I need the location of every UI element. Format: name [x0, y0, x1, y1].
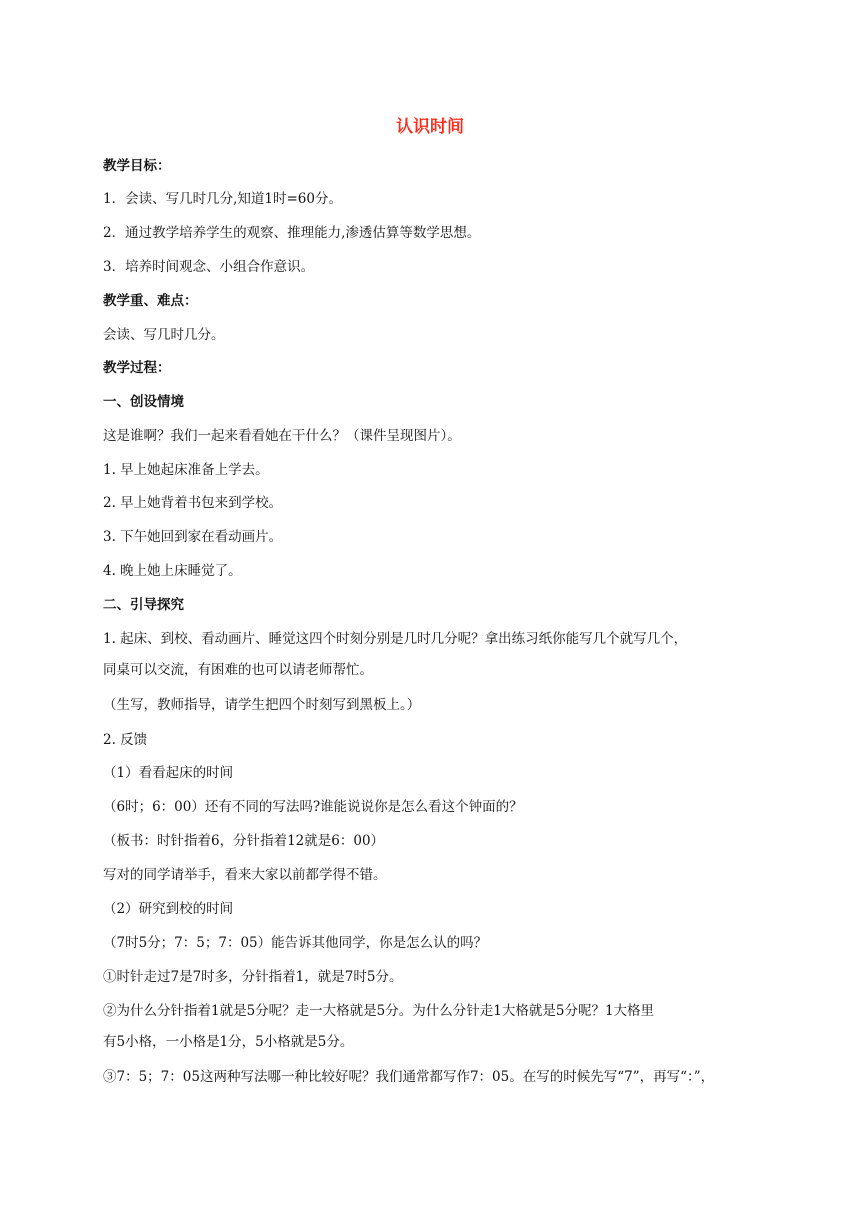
paragraph-line: （1）看看起床的时间 [103, 765, 234, 781]
goal-item-2: 2．通过教学培养学生的观察、推理能力,渗透估算等数学思想。 [103, 225, 481, 241]
paragraph-line: 有5小格，一小格是1分，5小格就是5分。 [103, 1034, 354, 1050]
list-item: 1. 早上她起床准备上学去。 [103, 462, 269, 478]
list-item: 3. 下午她回到家在看动画片。 [103, 529, 283, 545]
section-heading-teaching-goals: 教学目标： [103, 158, 171, 174]
paragraph-line: ①时针走过7是7时多，分针指着1，就是7时5分。 [103, 969, 403, 985]
paragraph-line: ②为什么分针指着1就是5分呢？走一大格就是5分。为什么分针走1大格就是5分呢？1大格里 [103, 1003, 655, 1019]
list-item: 2. 早上她背着书包来到学校。 [103, 495, 283, 511]
subsection-heading-explore: 二、引导探究 [103, 597, 184, 613]
paragraph-line: 这是谁啊？我们一起来看看她在干什么？（课件呈现图片）。 [103, 428, 461, 444]
paragraph-line: （板书：时针指着6，分针指着12就是6：00） [103, 833, 385, 849]
document-title: 认识时间 [396, 117, 464, 137]
paragraph-line: 1. 起床、到校、看动画片、睡觉这四个时刻分别是几时几分呢？拿出练习纸你能写几个就写几个， [103, 631, 688, 647]
section-heading-process: 教学过程： [103, 360, 171, 376]
paragraph-line: （2）研究到校的时间 [103, 901, 234, 917]
goal-item-1: 1．会读、写几时几分,知道1时=60分。 [103, 191, 342, 207]
paragraph-line: （7时5分；7：5；7：05）能告诉其他同学，你是怎么认的吗？ [103, 935, 488, 951]
key-points-text: 会读、写几时几分。 [103, 327, 225, 343]
paragraph-line: 2. 反馈 [103, 732, 148, 748]
paragraph-line: （生写，教师指导，请学生把四个时刻写到黑板上。） [103, 697, 421, 713]
paragraph-line: （6时；6：00）还有不同的写法吗?谁能说说你是怎么看这个钟面的？ [103, 799, 523, 815]
subsection-heading-scenario: 一、创设情境 [103, 394, 184, 410]
paragraph-line: 同桌可以交流，有困难的也可以请老师帮忙。 [103, 662, 373, 678]
goal-item-3: 3．培养时间观念、小组合作意识。 [103, 259, 315, 275]
paragraph-line: 写对的同学请举手，看来大家以前都学得不错。 [103, 867, 387, 883]
paragraph-line: ③7：5；7：05这两种写法哪一种比较好呢？我们通常都写作7：05。在写的时候先写“7”，再写“：”， [103, 1069, 715, 1085]
list-item: 4. 晚上她上床睡觉了。 [103, 563, 242, 579]
section-heading-key-points: 教学重、难点： [103, 293, 198, 309]
